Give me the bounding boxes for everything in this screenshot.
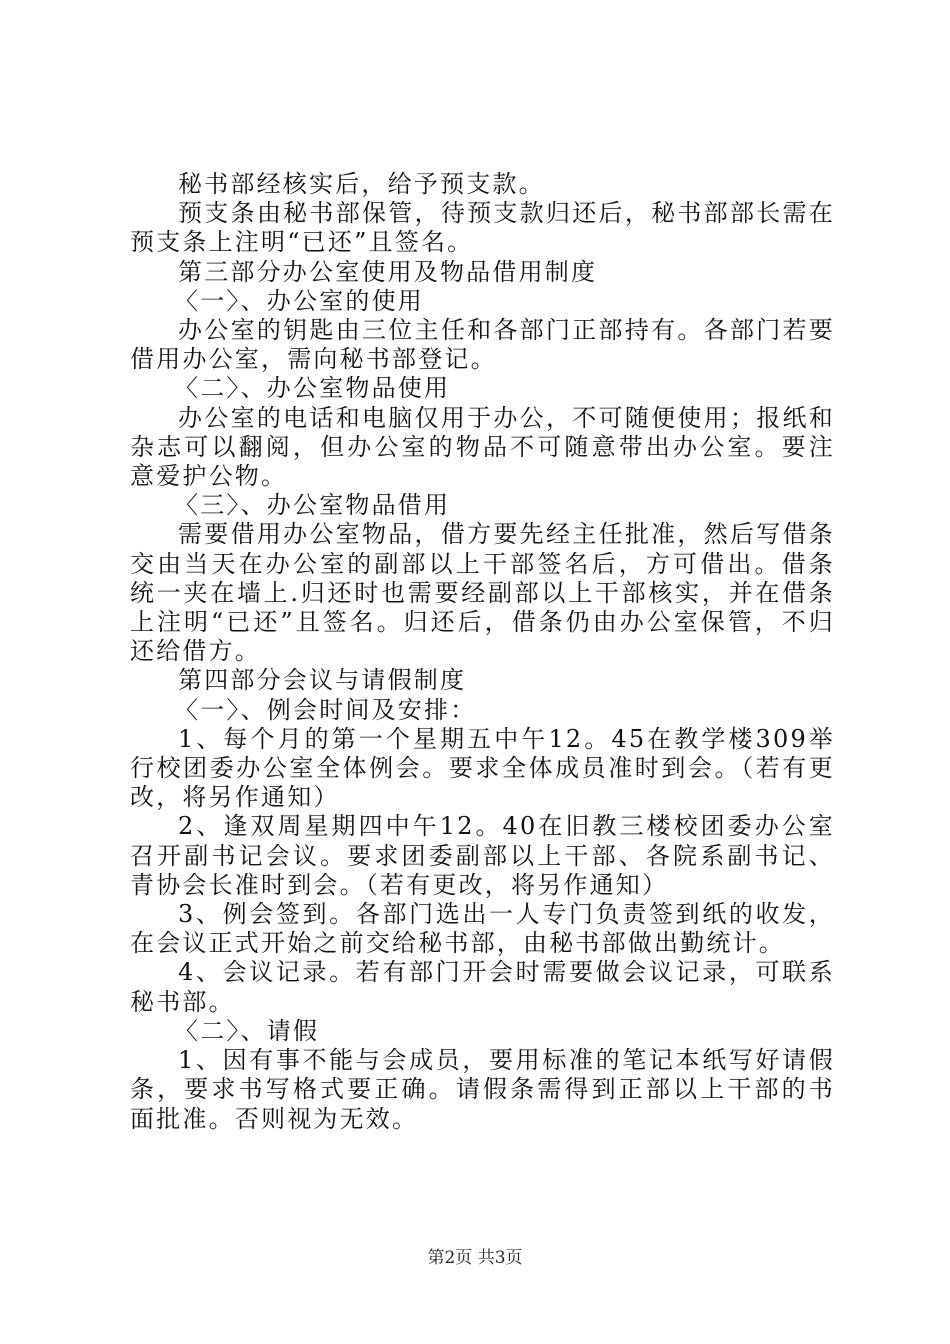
list-item: 4、会议记录。若有部门开会时需要做会议记录，可联系秘书部。 bbox=[130, 958, 835, 1016]
paragraph: 秘书部经核实后，给予预支款。 bbox=[178, 170, 545, 198]
subsection-heading: 〈二〉、办公室物品使用 bbox=[174, 374, 451, 403]
section-heading: 第四部分会议与请假制度 bbox=[178, 666, 467, 695]
subsection-heading: 〈一〉、办公室的使用 bbox=[174, 286, 424, 315]
section-heading: 第三部分办公室使用及物品借用制度 bbox=[178, 257, 598, 286]
list-item: 3、例会签到。各部门选出一人专门负责签到纸的收发，在会议正式开始之前交给秘书部，由秘书部做出勤统计。 bbox=[130, 900, 835, 958]
paragraph: 需要借用办公室物品，借方要先经主任批准，然后写借条交由当天在办公室的副部以上干部签名后，方可借出。借条统一夹在墙上.归还时也需要经副部以上干部核实，并在借条上注明“已还”且签名。归还后，借条仍由办公室保管，不归还给借方。 bbox=[130, 520, 835, 666]
paragraph: 办公室的钥匙由三位主任和各部门正部持有。各部门若要借用办公室，需向秘书部登记。 bbox=[130, 316, 835, 374]
document-body bbox=[130, 170, 835, 1134]
list-item: 2、逢双周星期四中午12。40在旧教三楼校团委办公室召开副书记会议。要求团委副部以上干部、各院系副书记、青协会长准时到会。（若有更改，将另作通知） bbox=[130, 812, 835, 899]
page-footer: 第2页 共3页 bbox=[427, 1248, 523, 1268]
list-item: 1、每个月的第一个星期五中午12。45在教学楼309举行校团委办公室全体例会。要求全体成员准时到会。（若有更改，将另作通知） bbox=[130, 724, 835, 812]
paragraph: 预支条由秘书部保管，待预支款归还后，秘书部部长需在预支条上注明“已还”且签名。 bbox=[130, 199, 835, 257]
list-item: 1、因有事不能与会成员，要用标准的笔记本纸写好请假条，要求书写格式要正确。请假条需得到正部以上干部的书面批准。否则视为无效。 bbox=[130, 1046, 835, 1133]
paragraph: 办公室的电话和电脑仅用于办公，不可随便使用；报纸和杂志可以翻阅，但办公室的物品不可随意带出办公室。要注意爱护公物。 bbox=[130, 403, 835, 491]
subsection-heading: 〈二〉、请假 bbox=[174, 1016, 320, 1045]
subsection-heading: 〈一〉、例会时间及安排： bbox=[174, 695, 477, 724]
subsection-heading: 〈三〉、办公室物品借用 bbox=[174, 491, 451, 520]
